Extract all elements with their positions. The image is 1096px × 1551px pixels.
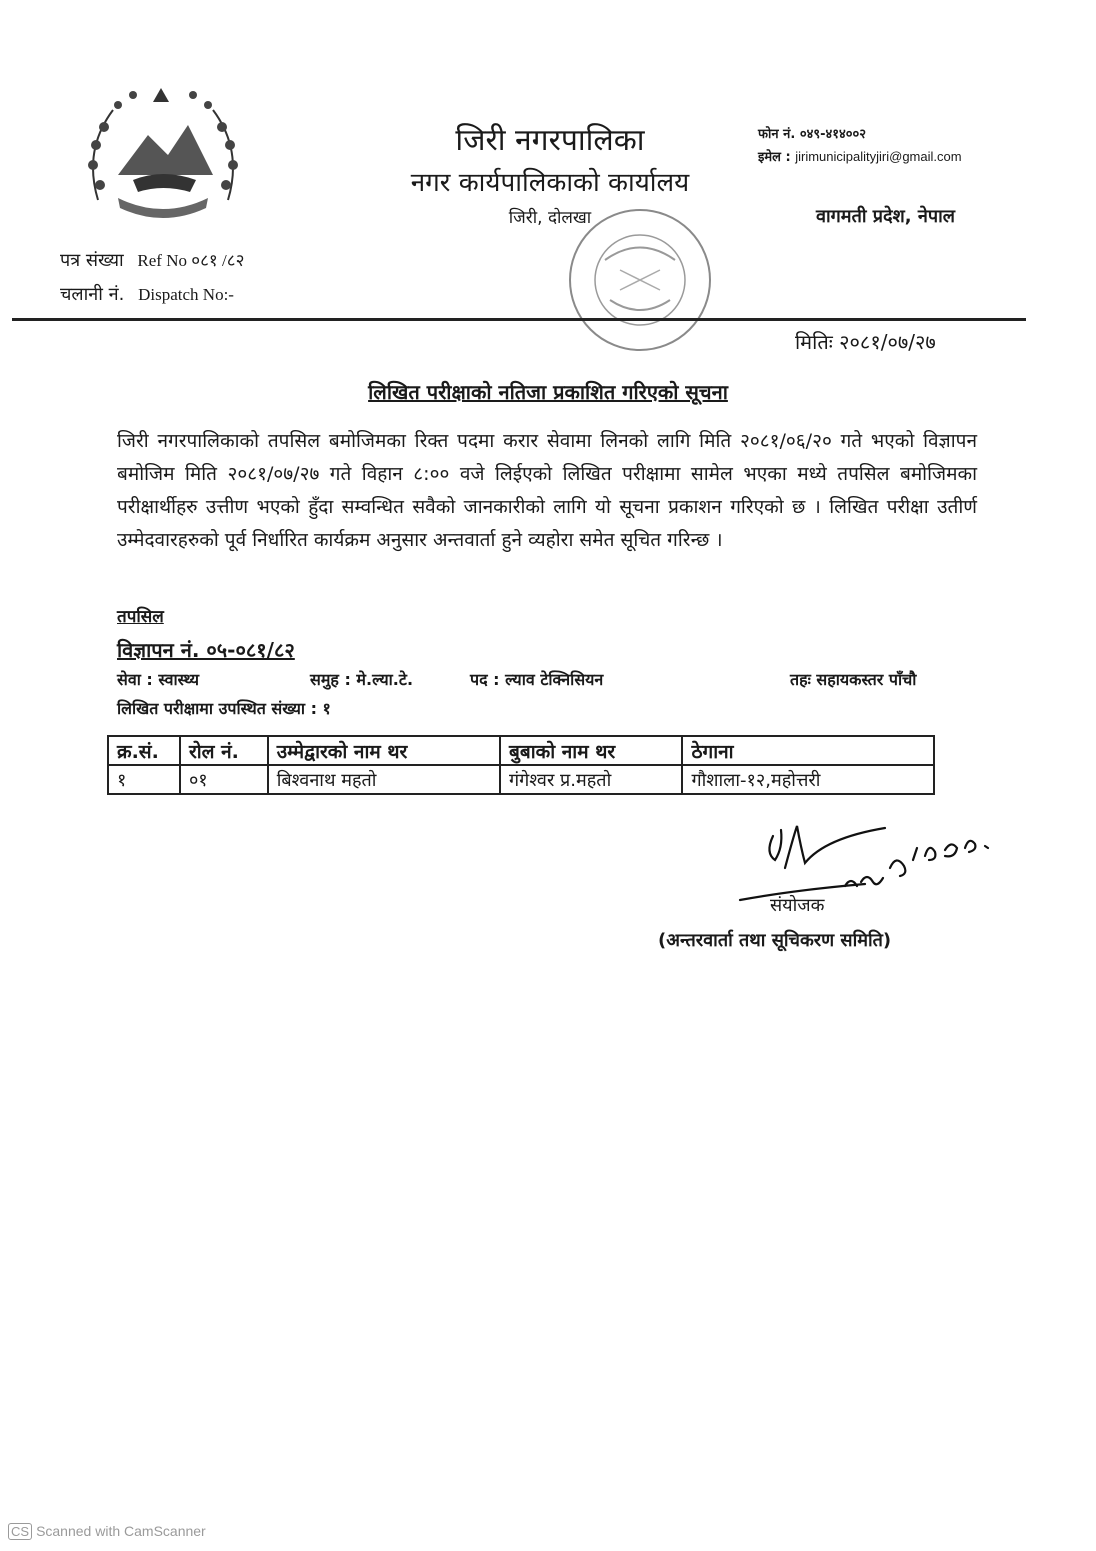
phone-value: ०४९-४१४००२	[799, 127, 867, 142]
committee-label: (अन्तरवार्ता तथा सूचिकरण समिति)	[658, 930, 892, 951]
cell-address: गौशाला-१२,महोत्तरी	[682, 765, 934, 794]
results-table	[107, 735, 935, 795]
header-roll: रोल नं.	[180, 736, 268, 765]
email-label: इमेल :	[758, 150, 791, 165]
nepal-emblem-logo	[78, 80, 248, 230]
group-label: समुह : मे.ल्या.टे.	[310, 670, 414, 689]
province-label: वागमती प्रदेश, नेपाल	[816, 206, 955, 227]
notice-body: जिरी नगरपालिकाको तपसिल बमोजिमका रिक्त पदमा करार सेवामा लिनको लागि मिति २०८१/०६/२० गते भएको विज्ञापन बमोजिम मिति २०८१/०७/२७ गते विहान ८:०० वजे लिईएको लिखित परीक्षामा सामेल भएका मध्ये तपसिल बमोजिमका परीक्षार्थीहरु उत्तीण भएको हुँदा सम्वन्धित सवैको जानकारीको लागि यो सूचना प्रकाशन गरिएको छ । लिखित परीक्षा उतीर्ण उम्मेदवारहरुको पूर्व निर्धारित कार्यक्रम अनुसार अन्तवार्ता हुने व्यहोरा समेत सूचित गरिन्छ ।	[117, 430, 977, 551]
office-subtitle: नगर कार्यपालिकाको कार्यालय	[410, 168, 690, 198]
cell-candidate-name: बिश्वनाथ महतो	[268, 765, 500, 794]
email-value: jirimunicipalityjiri@gmail.com	[795, 149, 962, 164]
email-line	[758, 147, 962, 165]
table-header-row	[108, 736, 934, 765]
service-label: सेवा : स्वास्थ्य	[117, 670, 200, 689]
camscanner-logo: CS	[8, 1523, 32, 1540]
watermark-text: Scanned with CamScanner	[36, 1523, 206, 1539]
letter-number-label: पत्र संख्या	[60, 250, 124, 271]
level-label: तहः सहायकस्तर पाँचौ	[790, 670, 917, 689]
coordinator-label: संयोजक	[770, 895, 825, 916]
notice-title-text: लिखित परीक्षाको नतिजा प्रकाशित गरिएको सूचना	[368, 380, 728, 404]
dispatch-value: Dispatch No:-	[138, 285, 234, 304]
dispatch-number	[60, 282, 234, 306]
cell-father-name: गंगेश्वर प्र.महतो	[500, 765, 682, 794]
letter-number	[60, 248, 244, 272]
letter-number-value: Ref No ०८१ /८२	[137, 251, 245, 270]
phone-line	[758, 124, 866, 142]
dispatch-label: चलानी नं.	[60, 284, 125, 305]
present-count: लिखित परीक्षामा उपस्थित संख्या : १	[117, 699, 331, 718]
cell-serial: १	[108, 765, 180, 794]
header-father-name: बुबाको नाम थर	[500, 736, 682, 765]
post-label: पद : ल्याव टेक्निसियन	[470, 670, 604, 689]
notice-date: मितिः २०८१/०७/२७	[795, 330, 936, 354]
cell-roll: ०१	[180, 765, 268, 794]
office-address: जिरी, दोलखा	[508, 208, 592, 228]
office-name: जिरी नगरपालिका	[455, 123, 645, 158]
scanner-watermark	[8, 1523, 206, 1540]
header-candidate-name: उम्मेद्वारको नाम थर	[268, 736, 500, 765]
header-address: ठेगाना	[682, 736, 934, 765]
table-row	[108, 765, 934, 794]
header-divider	[12, 318, 1026, 321]
phone-label: फोन नं.	[758, 127, 796, 142]
header-serial: क्र.सं.	[108, 736, 180, 765]
vigyapan-number: विज्ञापन नं. ०५-०८१/८२	[117, 638, 295, 662]
tapasil-heading: तपसिल	[117, 607, 164, 627]
notice-title	[0, 378, 1096, 405]
